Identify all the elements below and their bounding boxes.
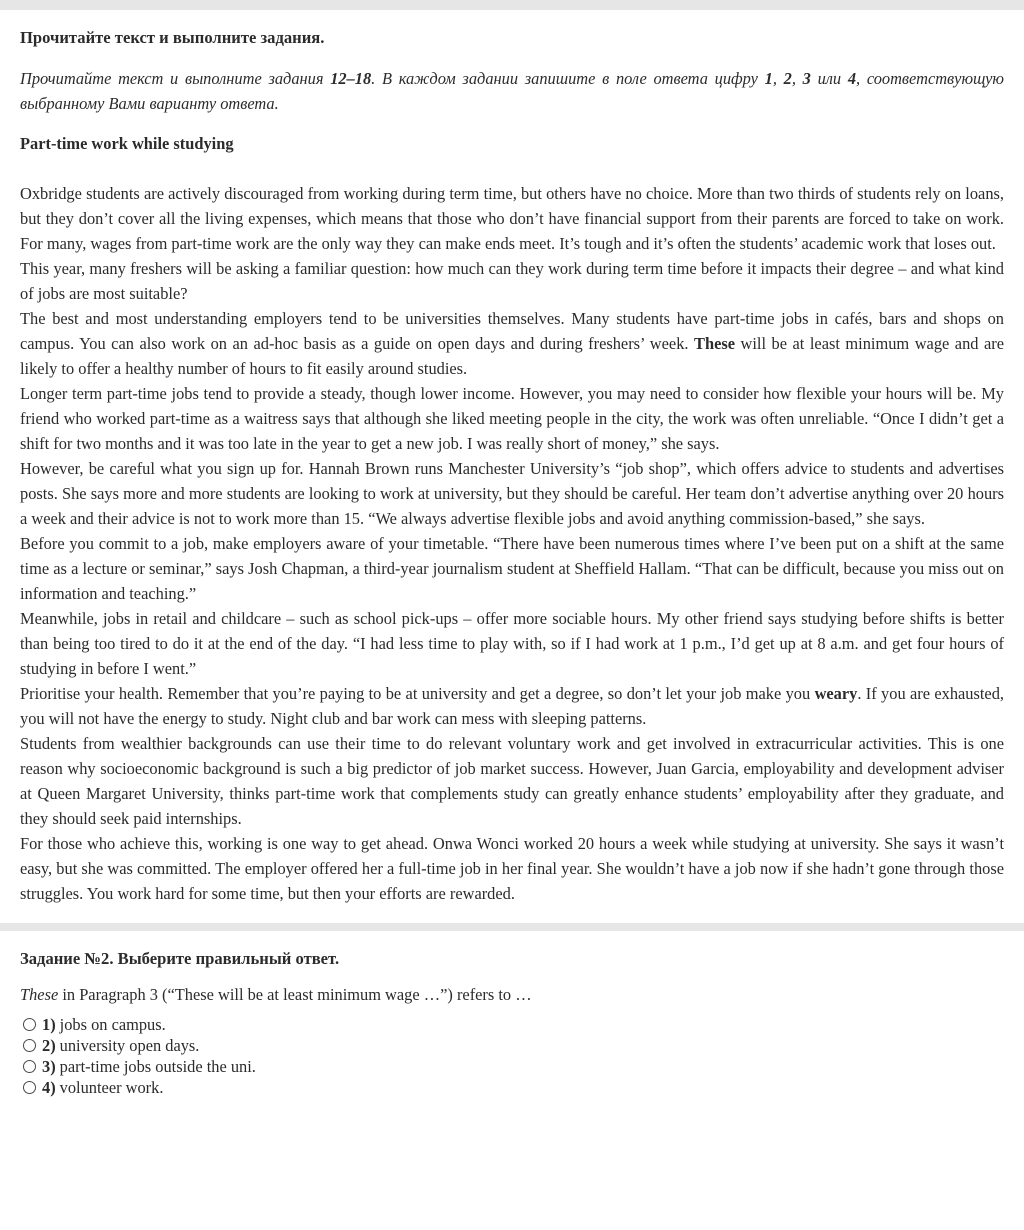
task-instruction: Прочитайте текст и выполните задания 12–18. В каждом задании запишите в поле ответа цифру 1, 2, 3 или 4, соответствующую выбранному Вами варианту ответа. — [20, 69, 1004, 113]
task-section — [0, 931, 1024, 1098]
radio-button[interactable] — [23, 1060, 36, 1073]
reading-section — [0, 10, 1024, 906]
answer-option-3[interactable]: 3) part-time jobs outside the uni. — [20, 1056, 1004, 1077]
top-divider — [0, 0, 1024, 10]
paragraph-3: The best and most understanding employers tend to be universities themselves. Many students have part-time jobs in cafés, bars and shops on campus. You can also work on an ad-hoc basis as a guide on open days and during freshers’ week. These will be at least minimum wage and are likely to offer a healthy number of hours to fit easily around studies. — [20, 309, 1005, 378]
question-text: These in Paragraph 3 (“These will be at least minimum wage …”) refers to … — [20, 985, 532, 1004]
paragraph-4: Longer term part-time jobs tend to provide a steady, though lower income. However, you may need to consider how flexible your hours will be. My friend who worked part-time as a waitress says that although she liked meeting people in the city, the work was often unreliable. “Once I didn’t get a shift for two months and it was too late in the year to get a new job. I was really short of money,” she says. — [20, 384, 1004, 453]
highlighted-word-weary: weary — [814, 684, 858, 703]
paragraph-9: Students from wealthier backgrounds can use their time to do relevant voluntary work and get involved in extracurricular activities. This is one reason why socioeconomic background is such a big predictor of job market success. However, Juan Garcia, employability and development adviser at Queen Margaret University, thinks part-time work that complements study can greatly enhance students’ employability after they graduate, and they should seek paid internships. — [20, 734, 1004, 828]
radio-button[interactable] — [23, 1039, 36, 1052]
radio-button[interactable] — [23, 1018, 36, 1031]
paragraph-1: Oxbridge students are actively discouraged from working during term time, but others have no choice. More than two thirds of students rely on loans, but they don’t cover all the living expenses, which means that those who don’t have financial support from their parents are forced to take on work. For many, wages from part-time work are the only way they can make ends meet. It’s tough and it’s often the students’ academic work that loses out. — [20, 184, 1004, 253]
section-heading: Прочитайте текст и выполните задания. — [20, 28, 325, 47]
answer-options — [20, 1014, 1004, 1098]
article-body — [20, 181, 1004, 906]
task-heading: Задание №2. Выберите правильный ответ. — [20, 949, 340, 968]
paragraph-8: Prioritise your health. Remember that you’re paying to be at university and get a degree, so don’t let your job make you weary. If you are exhausted, you will not have the energy to study. Night club and bar work can mess with sleeping patterns. — [20, 684, 1004, 728]
answer-option-4[interactable]: 4) volunteer work. — [20, 1077, 1004, 1098]
paragraph-10: For those who achieve this, working is one way to get ahead. Onwa Wonci worked 20 hours a week while studying at university. She says it wasn’t easy, but she was committed. The employer offered her a full-time job in her final year. She wouldn’t have a job now if she hadn’t gone through those struggles. You work hard for some time, but then your efforts are rewarded. — [20, 834, 1004, 903]
article-title: Part-time work while studying — [20, 134, 234, 153]
paragraph-6: Before you commit to a job, make employers aware of your timetable. “There have been numerous times where I’ve been put on a shift at the same time as a lecture or seminar,” says Josh Chapman, a third-year journalism student at Sheffield Hallam. “That can be difficult, because you miss out on information and teaching.” — [20, 534, 1004, 603]
highlighted-word-these: These — [694, 334, 735, 353]
paragraph-7: Meanwhile, jobs in retail and childcare – such as school pick-ups – offer more sociable hours. My other friend says studying before shifts is better than being too tired to do it at the end of the day. “I had less time to play with, so if I had work at 1 p.m., I’d get up at 8 a.m. and get four hours of studying in before I went.” — [20, 609, 1004, 678]
answer-option-1[interactable]: 1) jobs on campus. — [20, 1014, 1004, 1035]
paragraph-5: However, be careful what you sign up for. Hannah Brown runs Manchester University’s “job shop”, which offers advice to students and advertises posts. She says more and more students are looking to work at university, but they should be careful. Her team don’t advertise anything over 20 hours a week and their advice is not to work more than 15. “We always advertise flexible jobs and avoid anything commission-based,” she says. — [20, 459, 1004, 528]
section-divider — [0, 923, 1024, 931]
radio-button[interactable] — [23, 1081, 36, 1094]
paragraph-2: This year, many freshers will be asking a familiar question: how much can they work during term time before it impacts their degree – and what kind of jobs are most suitable? — [20, 259, 1004, 303]
answer-option-2[interactable]: 2) university open days. — [20, 1035, 1004, 1056]
